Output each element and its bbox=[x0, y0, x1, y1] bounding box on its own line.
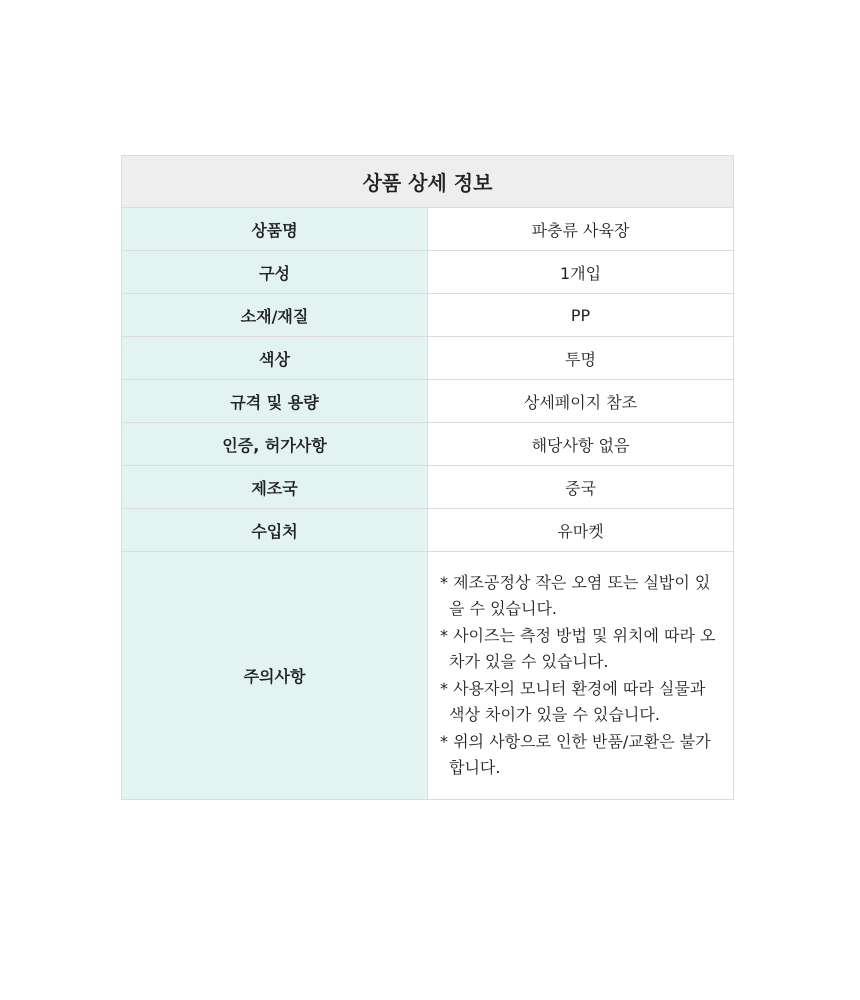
row-value-importer: 유마켓 bbox=[428, 509, 734, 552]
notes-value bbox=[428, 552, 734, 800]
row-label-size: 규격 및 용량 bbox=[122, 380, 428, 423]
row-label-certification: 인증, 허가사항 bbox=[122, 423, 428, 466]
notes-row bbox=[122, 552, 734, 800]
notes-list bbox=[440, 570, 723, 782]
title-row bbox=[122, 156, 734, 208]
table-row bbox=[122, 380, 734, 423]
row-value-origin: 중국 bbox=[428, 466, 734, 509]
row-label-product-name: 상품명 bbox=[122, 208, 428, 251]
row-value-product-name: 파충류 사육장 bbox=[428, 208, 734, 251]
notes-item: * 사용자의 모니터 환경에 따라 실물과 색상 차이가 있을 수 있습니다. bbox=[440, 678, 706, 724]
row-label-material: 소재/재질 bbox=[122, 294, 428, 337]
notes-item: * 제조공정상 작은 오염 또는 실밥이 있을 수 있습니다. bbox=[440, 572, 711, 618]
table-row bbox=[122, 251, 734, 294]
table-title: 상품 상세 정보 bbox=[122, 156, 734, 208]
table-row bbox=[122, 208, 734, 251]
table-row bbox=[122, 423, 734, 466]
row-value-color: 투명 bbox=[428, 337, 734, 380]
table-row bbox=[122, 466, 734, 509]
notes-item: * 사이즈는 측정 방법 및 위치에 따라 오차가 있을 수 있습니다. bbox=[440, 625, 716, 671]
row-value-material: PP bbox=[428, 294, 734, 337]
table-row bbox=[122, 509, 734, 552]
row-value-composition: 1개입 bbox=[428, 251, 734, 294]
row-label-color: 색상 bbox=[122, 337, 428, 380]
notes-item: * 위의 사항으로 인한 반품/교환은 불가합니다. bbox=[440, 731, 711, 777]
row-label-composition: 구성 bbox=[122, 251, 428, 294]
table-row bbox=[122, 337, 734, 380]
row-value-size: 상세페이지 참조 bbox=[428, 380, 734, 423]
notes-label: 주의사항 bbox=[122, 552, 428, 800]
row-label-origin: 제조국 bbox=[122, 466, 428, 509]
row-label-importer: 수입처 bbox=[122, 509, 428, 552]
product-detail-table bbox=[121, 155, 734, 800]
table-row bbox=[122, 294, 734, 337]
row-value-certification: 해당사항 없음 bbox=[428, 423, 734, 466]
